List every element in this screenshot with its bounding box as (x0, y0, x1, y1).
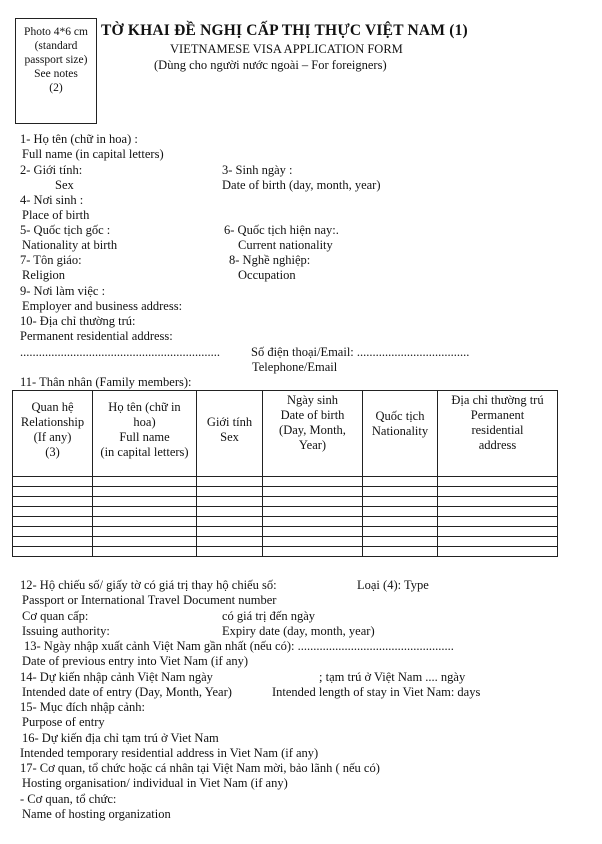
table-cell[interactable] (197, 477, 263, 487)
table-cell[interactable] (197, 527, 263, 537)
field-12-label-vn: 12- Hộ chiếu số/ giấy tờ có giá trị thay hộ chiếu số: (20, 578, 277, 592)
table-cell[interactable] (438, 547, 558, 557)
table-cell[interactable] (438, 487, 558, 497)
header-text: Họ tên (chữ in (108, 400, 181, 414)
field-12-type-label: Loại (4): Type (357, 578, 429, 592)
expiry-label-vn: có giá trị đến ngày (222, 609, 316, 623)
header-text: Giới tính (206, 415, 253, 429)
header-text: (in capital letters) (100, 445, 189, 459)
field-16-label-vn: 16- Dự kiến địa chỉ tạm trú ở Viet Nam (22, 731, 219, 745)
field-5-label-en: Nationality at birth (22, 238, 118, 252)
field-12-label-en: Passport or International Travel Document number (22, 593, 277, 607)
col-sex-header (197, 391, 263, 477)
photo-line-3: passport size) (24, 54, 88, 66)
header-text: (3) (45, 445, 60, 459)
table-cell[interactable] (363, 517, 438, 527)
table-row (13, 507, 558, 517)
table-cell[interactable] (13, 477, 93, 487)
table-cell[interactable] (438, 497, 558, 507)
table-cell[interactable] (13, 517, 93, 527)
table-cell[interactable] (363, 537, 438, 547)
issuer-label-en: Issuing authority: (22, 624, 110, 638)
table-row (13, 517, 558, 527)
field-4-label-vn: 4- Nơi sinh : (20, 193, 84, 207)
address-dotted-line: ................................................................ (20, 345, 220, 359)
field-2-label-vn: 2- Giới tính: (20, 163, 83, 177)
photo-line-5: (2) (49, 82, 63, 94)
col-relationship-header (13, 391, 93, 477)
field-10-label-vn: 10- Địa chỉ thường trú: (20, 314, 136, 328)
photo-line-2: (standard (34, 40, 78, 52)
table-cell[interactable] (363, 497, 438, 507)
field-14-label-en: Intended date of entry (Day, Month, Year) (22, 685, 232, 699)
header-text: Full name (119, 430, 170, 444)
field-16-label-en: Intended temporary residential address in Viet Nam (if any) (20, 746, 319, 760)
table-cell[interactable] (197, 517, 263, 527)
field-1-label-en: Full name (in capital letters) (22, 147, 164, 161)
header-text: Permanent (470, 408, 525, 422)
table-cell[interactable] (363, 477, 438, 487)
table-row (13, 477, 558, 487)
field-17-label-en: Hosting organisation/ individual in Viet Nam (if any) (22, 776, 288, 790)
table-cell[interactable] (13, 507, 93, 517)
field-9-label-en: Employer and business address: (22, 299, 183, 313)
header-text: Quốc tịch (375, 409, 425, 423)
field-14-label-vn: 14- Dự kiến nhập cảnh Việt Nam ngày (20, 670, 213, 684)
field-13-label-en: Date of previous entry into Viet Nam (if any) (22, 654, 249, 668)
col-nationality-header (363, 391, 438, 477)
col-dob-header (263, 391, 363, 477)
header-text: Quan hệ (31, 400, 74, 414)
table-cell[interactable] (438, 477, 558, 487)
field-7-label-en: Religion (22, 268, 66, 282)
header-text: Relationship (20, 415, 85, 429)
field-3-label-en: Date of birth (day, month, year) (222, 178, 381, 192)
header-text: Year) (298, 438, 327, 452)
hosting-org-label-en: Name of hosting organization (22, 807, 171, 821)
table-row (13, 497, 558, 507)
header-text: Sex (220, 430, 239, 444)
table-cell[interactable] (197, 507, 263, 517)
header-text: Ngày sinh (286, 393, 339, 407)
header-text: Date of birth (280, 408, 345, 422)
table-cell[interactable] (438, 507, 558, 517)
table-cell[interactable] (263, 527, 363, 537)
form-title: TỜ KHAI ĐỀ NGHỊ CẤP THỊ THỰC VIỆT NAM (1) (101, 22, 468, 39)
family-table-body (13, 477, 558, 557)
field-8-label-vn: 8- Nghề nghiệp: (229, 253, 311, 267)
field-2-label-en: Sex (55, 178, 74, 192)
table-cell[interactable] (263, 547, 363, 557)
header-text: Địa chỉ thường trú (451, 393, 544, 407)
hosting-org-label-vn: - Cơ quan, tổ chức: (20, 792, 117, 806)
table-row (13, 487, 558, 497)
table-cell[interactable] (13, 527, 93, 537)
table-cell[interactable] (93, 507, 197, 517)
phone-label-en: Telephone/Email (252, 360, 338, 374)
family-members-table (12, 390, 558, 557)
photo-line-1: Photo 4*6 cm (24, 26, 88, 38)
table-cell[interactable] (263, 497, 363, 507)
field-11-label: 11- Thân nhân (Family members): (20, 375, 192, 389)
header-text: (If any) (33, 430, 72, 444)
table-cell[interactable] (93, 477, 197, 487)
table-cell[interactable] (363, 547, 438, 557)
photo-placeholder-box (15, 18, 97, 124)
header-text: hoa) (133, 415, 156, 429)
table-cell[interactable] (93, 547, 197, 557)
field-8-label-en: Occupation (238, 268, 296, 282)
table-row (13, 537, 558, 547)
table-cell[interactable] (93, 487, 197, 497)
form-note: (Dùng cho người nước ngoài – For foreigners) (154, 58, 387, 72)
field-15-label-en: Purpose of entry (22, 715, 105, 729)
table-cell[interactable] (438, 527, 558, 537)
table-cell[interactable] (13, 547, 93, 557)
expiry-label-en: Expiry date (day, month, year) (222, 624, 375, 638)
field-6-label-vn: 6- Quốc tịch hiện nay:. (224, 223, 339, 237)
table-cell[interactable] (197, 537, 263, 547)
field-13-label-vn: 13- Ngày nhập xuất cảnh Việt Nam gần nhất (nếu có): .................................................. (24, 639, 454, 653)
table-cell[interactable] (263, 517, 363, 527)
field-1-label-vn: 1- Họ tên (chữ in hoa) : (20, 132, 138, 146)
col-address-header (438, 391, 558, 477)
photo-line-4: See notes (34, 68, 78, 80)
table-cell[interactable] (263, 477, 363, 487)
table-row (13, 547, 558, 557)
table-cell[interactable] (13, 537, 93, 547)
table-cell[interactable] (363, 507, 438, 517)
table-cell[interactable] (263, 507, 363, 517)
header-text: Nationality (371, 424, 429, 438)
table-cell[interactable] (13, 487, 93, 497)
table-cell[interactable] (438, 517, 558, 527)
table-cell[interactable] (13, 497, 93, 507)
form-subtitle: VIETNAMESE VISA APPLICATION FORM (170, 42, 403, 56)
field-5-label-vn: 5- Quốc tịch gốc : (20, 223, 111, 237)
table-cell[interactable] (197, 497, 263, 507)
table-cell[interactable] (93, 527, 197, 537)
table-cell[interactable] (197, 547, 263, 557)
table-cell[interactable] (93, 537, 197, 547)
field-3-label-vn: 3- Sinh ngày : (222, 163, 293, 177)
table-cell[interactable] (263, 487, 363, 497)
table-row (13, 527, 558, 537)
table-cell[interactable] (197, 487, 263, 497)
issuer-label-vn: Cơ quan cấp: (22, 609, 89, 623)
field-14-stay-label-vn: ; tạm trú ở Việt Nam .... ngày (319, 670, 466, 684)
header-text: address (478, 438, 517, 452)
table-cell[interactable] (363, 487, 438, 497)
header-text: residential (471, 423, 524, 437)
header-text: (Day, Month, (279, 423, 346, 437)
field-15-label-vn: 15- Mục đích nhập cảnh: (20, 700, 145, 714)
field-14-stay-label-en: Intended length of stay in Viet Nam: days (272, 685, 481, 699)
table-cell[interactable] (263, 537, 363, 547)
field-10-label-en: Permanent residential address: (20, 329, 173, 343)
table-cell[interactable] (93, 497, 197, 507)
table-cell[interactable] (93, 517, 197, 527)
table-header-row (13, 391, 558, 477)
phone-label-vn: Số điện thoại/Email: .................................... (251, 345, 470, 359)
table-cell[interactable] (438, 537, 558, 547)
field-7-label-vn: 7- Tôn giáo: (20, 253, 82, 267)
field-9-label-vn: 9- Nơi làm việc : (20, 284, 106, 298)
table-cell[interactable] (363, 527, 438, 537)
field-6-label-en: Current nationality (238, 238, 333, 252)
field-17-label-vn: 17- Cơ quan, tổ chức hoặc cá nhân tại Việt Nam mời, bảo lãnh ( nếu có) (20, 761, 380, 775)
col-fullname-header (93, 391, 197, 477)
field-4-label-en: Place of birth (22, 208, 90, 222)
